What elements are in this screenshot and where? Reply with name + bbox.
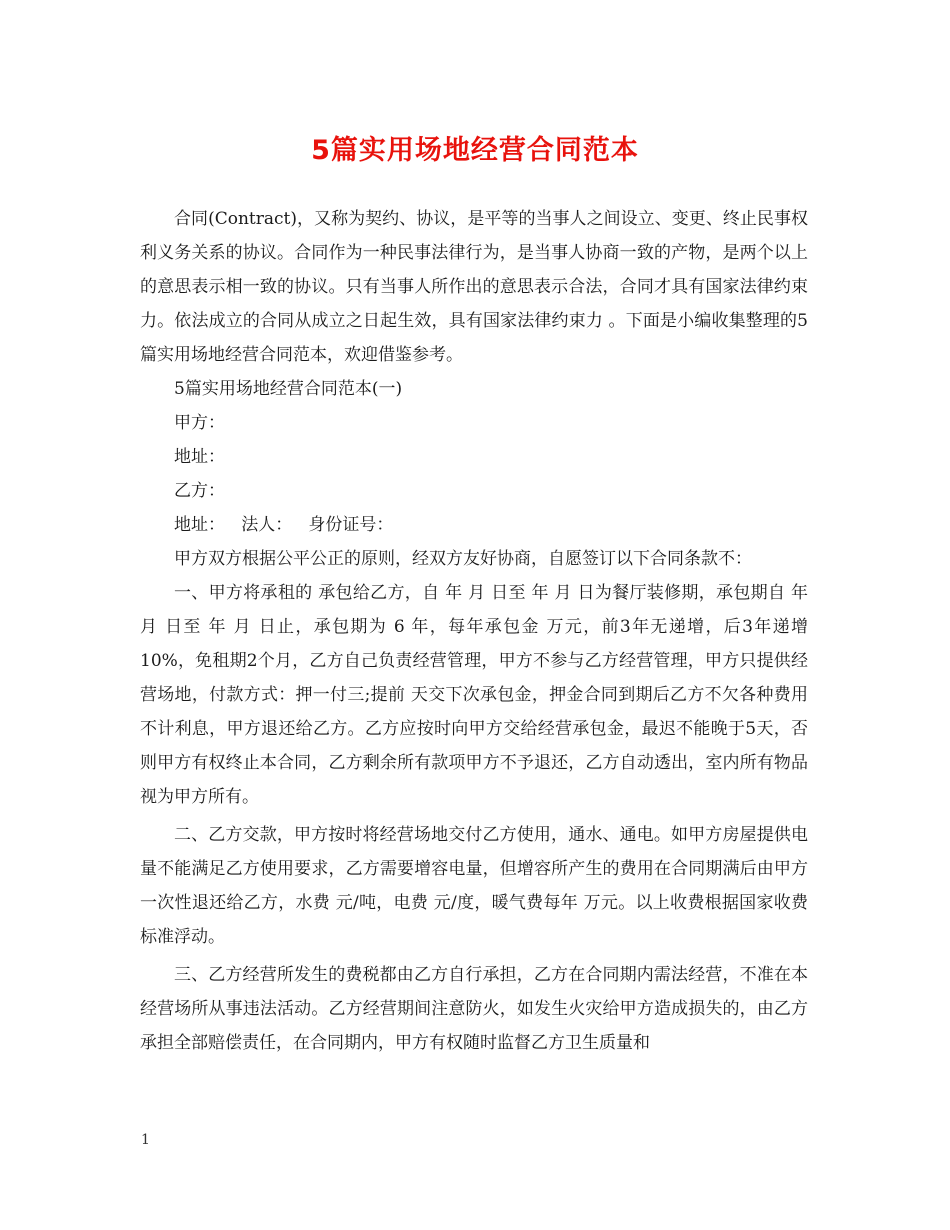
address-b-line: 地址： 法人： 身份证号： <box>174 515 394 535</box>
party-a-label: 甲方： <box>174 413 225 433</box>
clause-1-paragraph: 一、甲方将承租的 承包给乙方，自 年 月 日至 年 月 日为餐厅装修期，承包期自 年 月 日至 年 月 日止，承包期为 6 年，每年承包金 万元，前3年无递增，后3年递增10%，免租期2个月，乙方自己负责经营管理，甲方不参与乙方经营管理，甲方只提供经营场地，付款方式：押一付三;提前 天交下次承包金，押金合同到期后乙方不欠各种费用不计利息，甲方退还给乙方。乙方应按时向甲方交给经营承包金，最迟不能晚于5天，否则甲方有权终止本合同，乙方剩余所有款项甲方不予退还，乙方自动透出，室内所有物品视为甲方所有。 <box>140 583 808 807</box>
preamble-line: 甲方双方根据公平公正的原则，经双方友好协商，自愿签订以下合同条款不： <box>174 549 752 569</box>
document-body <box>140 202 808 1060</box>
intro-paragraph: 合同(Contract)，又称为契约、协议，是平等的当事人之间设立、变更、终止民事权利义务关系的协议。合同作为一种民事法律行为，是当事人协商一致的产物，是两个以上的意思表示相一致的协议。只有当事人所作出的意思表示合法，合同才具有国家法律约束力。依法成立的合同从成立之日起生效，具有国家法律约束力 。下面是小编收集整理的5篇实用场地经营合同范本，欢迎借鉴参考。 <box>140 209 808 365</box>
clause-2-paragraph: 二、乙方交款，甲方按时将经营场地交付乙方使用，通水、通电。如甲方房屋提供电量不能满足乙方使用要求，乙方需要增容电量，但增容所产生的费用在合同期满后由甲方一次性退还给乙方，水费 元/吨，电费 元/度，暖气费每年 万元。以上收费根据国家收费标准浮动。 <box>140 825 808 947</box>
party-b-label: 乙方： <box>174 481 225 501</box>
clause-3-paragraph: 三、乙方经营所发生的费税都由乙方自行承担，乙方在合同期内需法经营，不准在本经营场所从事违法活动。乙方经营期间注意防火，如发生火灾给甲方造成损失的，由乙方承担全部赔偿责任，在合同期内，甲方有权随时监督乙方卫生质量和 <box>140 965 808 1053</box>
document-title: 5篇实用场地经营合同范本 <box>311 135 639 166</box>
address-a-label: 地址： <box>174 447 225 467</box>
page-number: 1 <box>141 1132 150 1148</box>
section-heading: 5篇实用场地经营合同范本(一) <box>174 379 403 399</box>
